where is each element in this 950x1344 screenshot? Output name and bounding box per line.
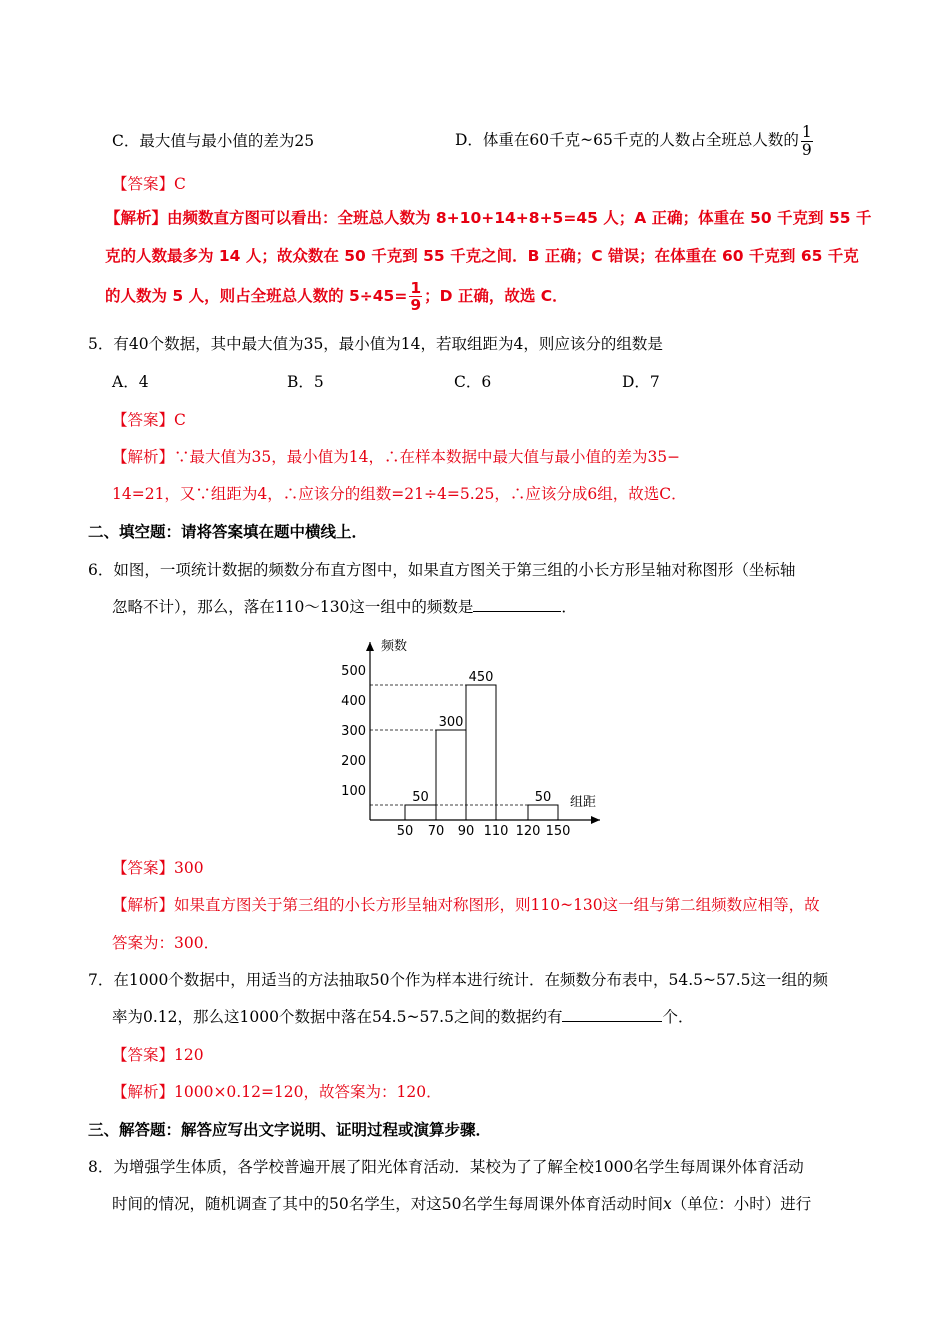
q6-stem-line2-pre: 忽略不计），那么，落在110～130这一组中的频数是 — [112, 598, 474, 616]
q5-option-d: D．7 — [622, 373, 660, 391]
q7-stem-line2-pre: 率为0.12，那么这1000个数据中落在54.5~57.5之间的数据约有 — [112, 1008, 563, 1026]
q5-option-b: B．5 — [287, 373, 324, 391]
q4-analysis-line2: 克的人数最多为 14 人；故众数在 50 千克到 55 千克之间．B 正确；C 错误；在体重在 60 千克到 65 千克 — [105, 247, 859, 265]
q4-option-d — [455, 120, 815, 160]
q7-analysis: 【解析】1000×0.12=120，故答案为：120． — [112, 1083, 442, 1101]
y-tick-label: 400 — [341, 694, 366, 709]
x-tick-label: 90 — [457, 824, 475, 839]
histogram-bar — [436, 730, 466, 820]
q4-analysis-line3-pre: 的人数为 5 人，则占全班总人数的 5÷45= — [105, 287, 408, 305]
y-axis-label: 频数 — [381, 639, 408, 654]
bar-value-label: 450 — [468, 670, 494, 685]
q6-analysis-line1: 【解析】如果直方图关于第三组的小长方形呈轴对称图形，则110~130这一组与第二组频数应相等，故 — [112, 896, 820, 914]
bar-value-label: 50 — [412, 790, 429, 805]
x-tick-label: 70 — [427, 824, 445, 839]
fraction-denominator: 9 — [410, 296, 422, 314]
x-tick-label: 50 — [396, 824, 414, 839]
q7-stem-line1: 7．在1000个数据中，用适当的方法抽取50个作为样本进行统计．在频数分布表中，54.5~57.5这一组的频 — [88, 971, 829, 989]
q5-stem: 5．有40个数据，其中最大值为35，最小值为14，若取组距为4，则应该分的组数是 — [88, 335, 663, 353]
q8-stem-line2-post: （单位：小时）进行 — [671, 1195, 812, 1213]
q4-analysis-line3 — [105, 276, 568, 316]
q5-option-a: A．4 — [112, 373, 149, 391]
q7-answer: 【答案】120 — [112, 1046, 204, 1064]
q4-answer: 【答案】C — [112, 175, 186, 193]
q4-option-d-fraction — [801, 124, 813, 158]
q6-analysis-line2: 答案为：300． — [112, 934, 220, 952]
q7-stem-line2-post: 个． — [662, 1008, 694, 1026]
x-axis-label: 组距 — [570, 795, 597, 810]
section3-heading: 三、解答题：解答应写出文字说明、证明过程或演算步骤． — [88, 1120, 492, 1139]
q4-option-c: C．最大值与最小值的差为25 — [112, 132, 315, 150]
x-tick-label: 120 — [515, 824, 541, 839]
q6-stem-line1: 6．如图，一项统计数据的频数分布直方图中，如果直方图关于第三组的小长方形呈轴对称图形（坐标轴 — [88, 561, 796, 579]
fraction-numerator: 1 — [410, 278, 422, 297]
answer-blank — [562, 1007, 662, 1022]
y-tick-label: 500 — [341, 664, 366, 679]
q4-analysis-line1: 【解析】由频数直方图可以看出：全班总人数为 8+10+14+8+5=45 人；A 正确；体重在 50 千克到 55 千 — [105, 209, 872, 227]
y-tick-label: 200 — [341, 754, 366, 769]
x-tick-label: 110 — [483, 824, 509, 839]
variable-x: x — [662, 1195, 672, 1213]
histogram-bar — [466, 685, 496, 820]
y-tick-label: 100 — [341, 784, 366, 799]
fraction-numerator: 1 — [801, 123, 812, 142]
q8-stem-line2 — [112, 1194, 811, 1214]
histogram-bar — [528, 805, 558, 820]
q6-stem-line2-post: ． — [561, 598, 577, 616]
q4-analysis-line3-post: ；D 正确，故选 C． — [424, 287, 568, 305]
q5-analysis-line1: 【解析】∵最大值为35，最小值为14，∴在样本数据中最大值与最小值的差为35− — [112, 448, 681, 466]
q7-stem-line2 — [112, 1007, 694, 1027]
q8-stem-line2-pre: 时间的情况，随机调查了其中的50名学生，对这50名学生每周课外体育活动时间 — [112, 1195, 663, 1213]
fraction-denominator: 9 — [801, 140, 812, 159]
q8-stem-line1: 8．为增强学生体质，各学校普遍开展了阳光体育活动．某校为了了解全校1000名学生每周课外体育活动 — [88, 1158, 804, 1176]
q4-analysis-fraction — [409, 280, 422, 314]
x-tick-label: 150 — [545, 824, 571, 839]
section2-heading: 二、填空题：请将答案填在题中横线上． — [88, 522, 368, 541]
answer-blank — [473, 597, 561, 612]
q5-analysis-line2: 14=21，又∵组距为4，∴应该分的组数=21÷4=5.25，∴应该分成6组，故选C． — [112, 485, 687, 503]
x-axis-arrow — [591, 816, 600, 824]
y-axis-arrow — [366, 642, 374, 651]
q6-stem-line2 — [112, 597, 577, 617]
q5-answer: 【答案】C — [112, 411, 186, 429]
y-tick-label: 300 — [341, 724, 366, 739]
q4-option-d-text: D．体重在60千克~65千克的人数占全班总人数的 — [455, 131, 799, 149]
histogram-bar — [405, 805, 436, 820]
bar-value-label: 300 — [438, 715, 464, 730]
q5-option-c: C．6 — [454, 373, 492, 391]
frequency-histogram — [330, 630, 620, 842]
bar-value-label: 50 — [534, 790, 552, 805]
q6-answer: 【答案】300 — [112, 859, 204, 877]
